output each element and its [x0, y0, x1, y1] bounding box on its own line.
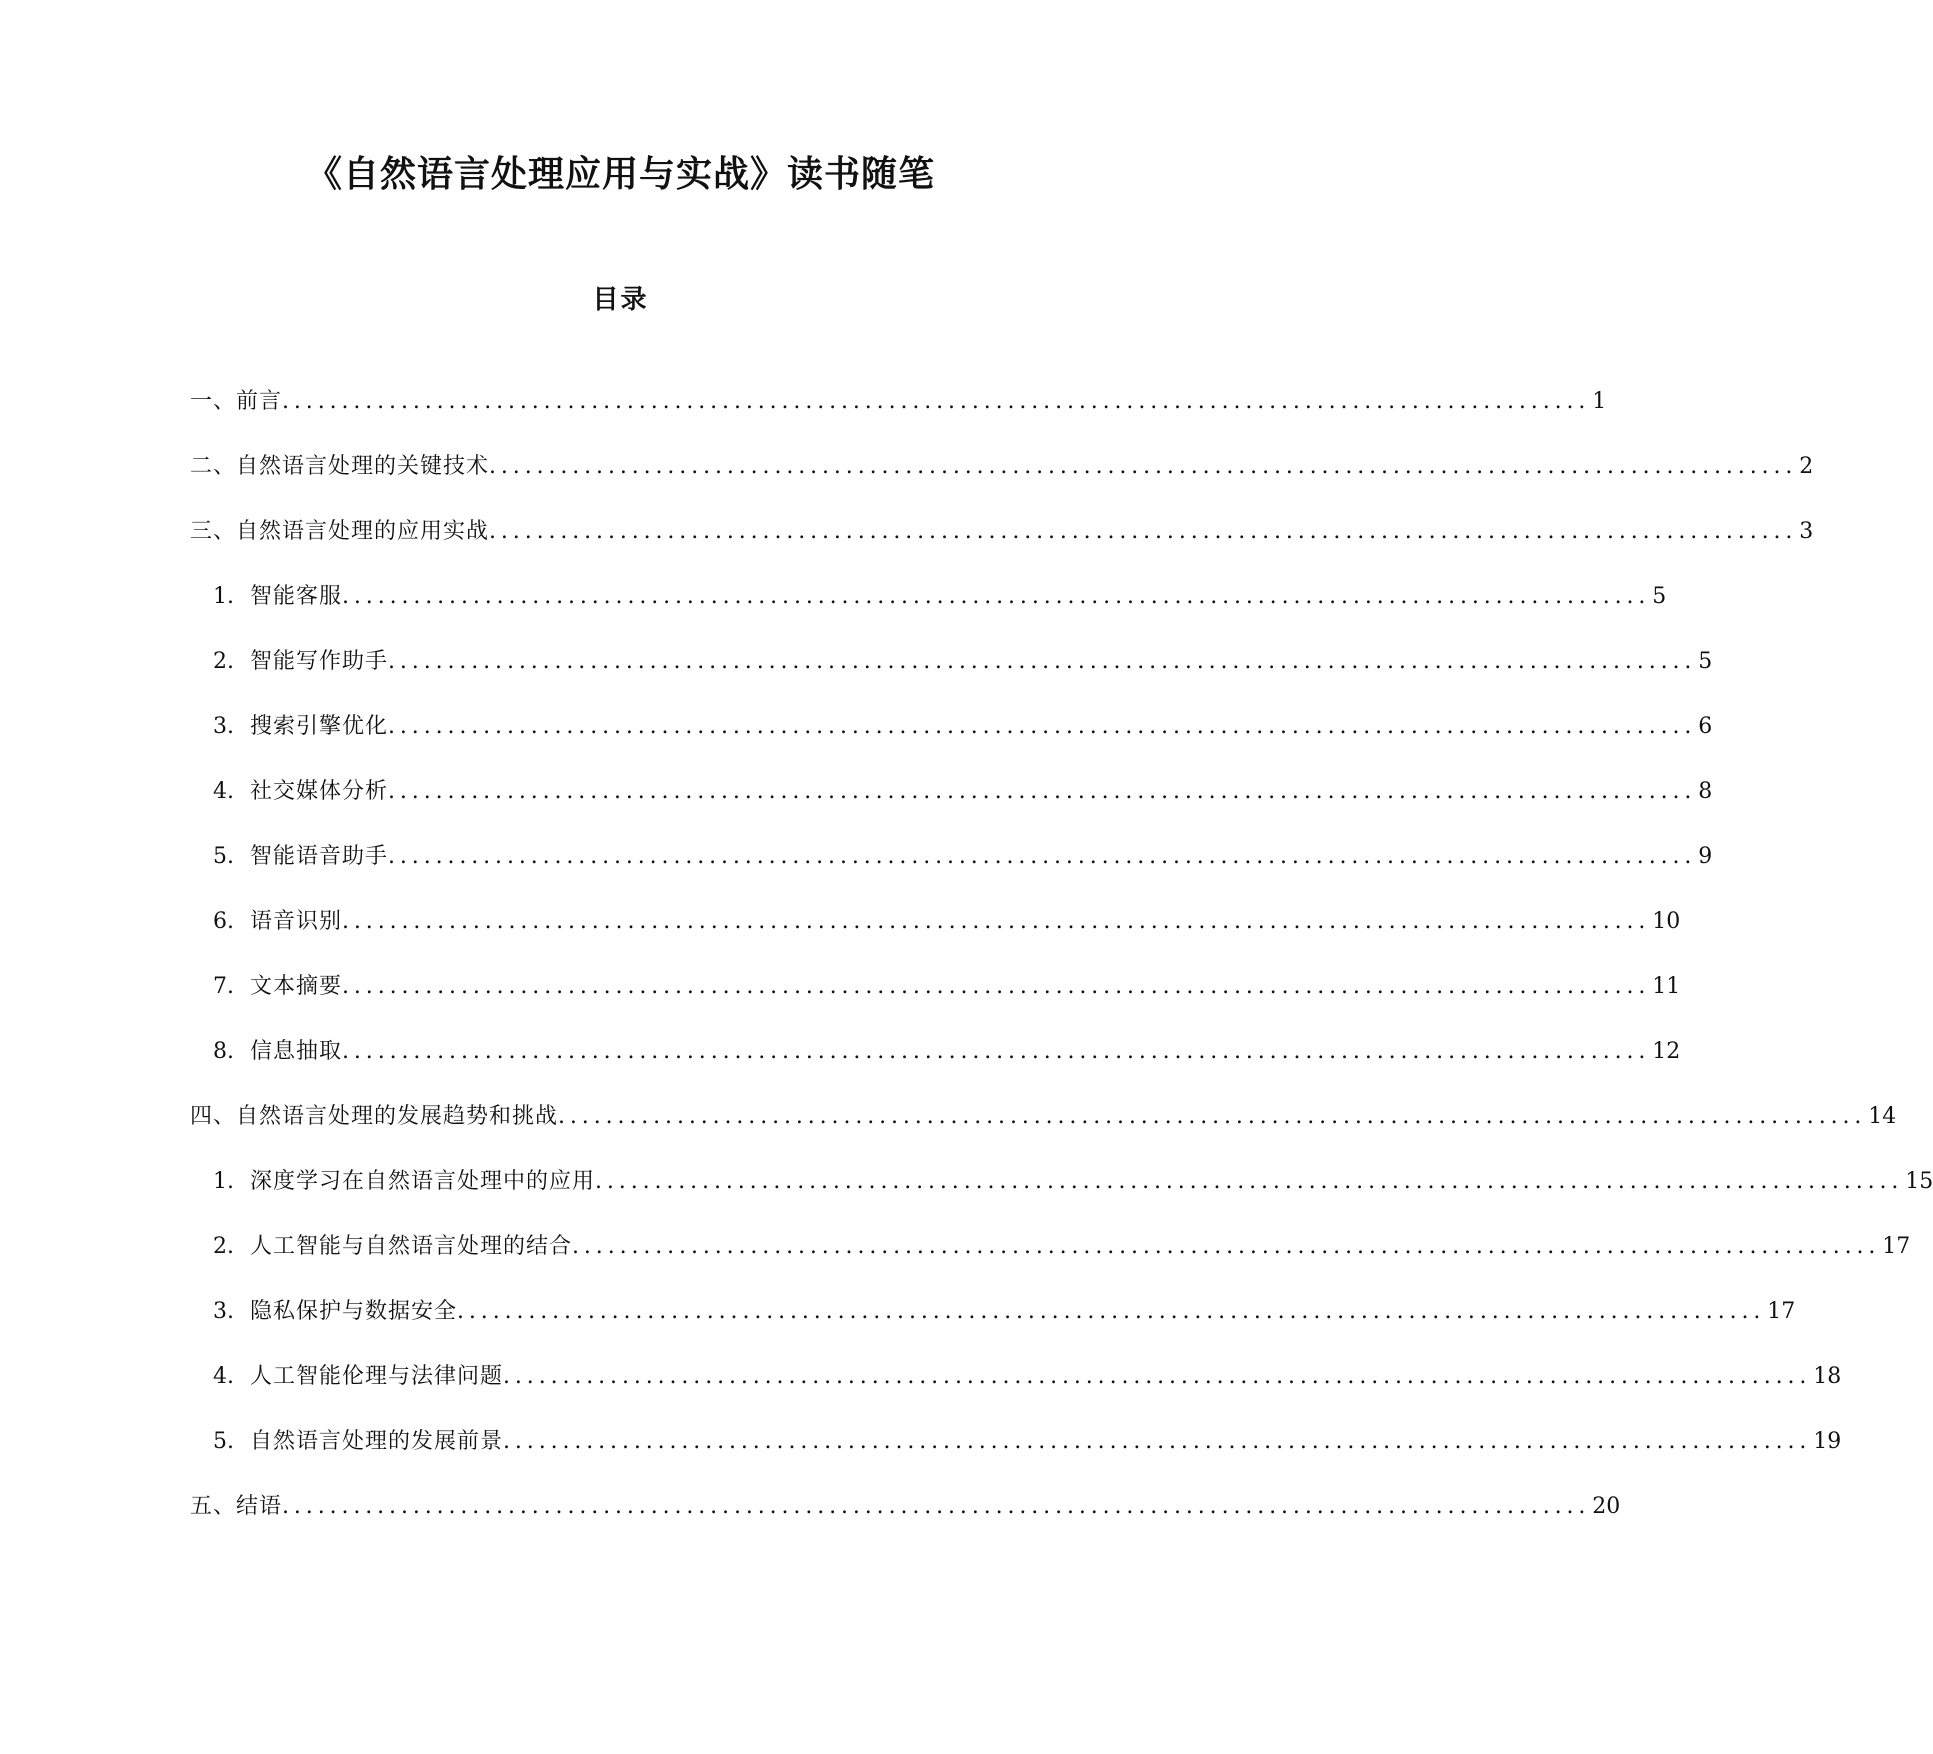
toc-leader-dots: ..............................................................................................................	[342, 974, 1651, 999]
toc-leader-dots: ..............................................................................................................	[342, 584, 1651, 609]
toc-entry-label: 一、前言	[190, 389, 283, 414]
toc-entry-number: 4.	[213, 1364, 234, 1389]
toc-entry-label: 社交媒体分析	[250, 779, 389, 804]
toc-page-number: 8	[1698, 779, 1713, 804]
toc-subentry-writing-assistant[interactable]	[213, 645, 1713, 679]
toc-entry-number: 4.	[213, 779, 234, 804]
toc-leader-dots: ..............................................................................................................	[282, 1494, 1591, 1519]
toc-page-number: 9	[1698, 844, 1713, 869]
toc-page-number: 5	[1652, 584, 1667, 609]
toc-page-number: 20	[1592, 1494, 1621, 1519]
toc-subentry-social-media[interactable]	[213, 775, 1713, 809]
toc-entry-key-technologies[interactable]	[190, 450, 1814, 484]
toc-entry-number: 1.	[213, 1169, 234, 1194]
toc-leader-dots: ..............................................................................................................	[595, 1169, 1904, 1194]
toc-entry-label: 三、自然语言处理的应用实战	[190, 519, 490, 544]
toc-entry-conclusion[interactable]	[190, 1490, 1621, 1524]
toc-subentry-text-summarization[interactable]	[213, 970, 1681, 1004]
toc-subentry-voice-assistant[interactable]	[213, 840, 1713, 874]
toc-leader-dots: ..............................................................................................................	[489, 519, 1798, 544]
toc-page-number: 19	[1813, 1429, 1842, 1454]
toc-page-number: 12	[1652, 1039, 1681, 1064]
toc-page-number: 17	[1882, 1234, 1911, 1259]
toc-leader-dots: ..............................................................................................................	[388, 844, 1697, 869]
toc-page-number: 10	[1652, 909, 1681, 934]
toc-page-number: 17	[1767, 1299, 1796, 1324]
toc-subentry-speech-recognition[interactable]	[213, 905, 1681, 939]
toc-leader-dots: ..............................................................................................................	[503, 1364, 1812, 1389]
toc-entry-label: 隐私保护与数据安全	[250, 1299, 458, 1324]
toc-entry-number: 3.	[213, 1299, 234, 1324]
toc-entry-number: 5.	[213, 844, 234, 869]
toc-entry-label: 二、自然语言处理的关键技术	[190, 454, 490, 479]
toc-subentry-future-prospects[interactable]	[213, 1425, 1842, 1459]
toc-leader-dots: ..............................................................................................................	[342, 1039, 1651, 1064]
toc-page-number: 1	[1592, 389, 1607, 414]
toc-entry-label: 深度学习在自然语言处理中的应用	[250, 1169, 596, 1194]
toc-entry-number: 6.	[213, 909, 234, 934]
toc-subentry-smart-customer-service[interactable]	[213, 580, 1667, 614]
toc-entry-number: 5.	[213, 1429, 234, 1454]
toc-leader-dots: ..............................................................................................................	[388, 649, 1697, 674]
toc-subentry-seo[interactable]	[213, 710, 1713, 744]
toc-leader-dots: ..............................................................................................................	[282, 389, 1591, 414]
toc-entry-label: 人工智能与自然语言处理的结合	[250, 1234, 573, 1259]
toc-heading: 目录	[592, 285, 649, 315]
toc-subentry-ethics-law[interactable]	[213, 1360, 1842, 1394]
toc-entry-number: 7.	[213, 974, 234, 999]
toc-leader-dots: ..............................................................................................................	[558, 1104, 1867, 1129]
toc-page-number: 2	[1799, 454, 1814, 479]
toc-page-number: 14	[1868, 1104, 1897, 1129]
toc-entry-label: 智能语音助手	[250, 844, 389, 869]
toc-leader-dots: ..............................................................................................................	[342, 909, 1651, 934]
toc-leader-dots: ..............................................................................................................	[388, 714, 1697, 739]
toc-entry-number: 8.	[213, 1039, 234, 1064]
toc-entry-label: 五、结语	[190, 1494, 283, 1519]
toc-subentry-deep-learning[interactable]	[213, 1165, 1933, 1199]
toc-subentry-information-extraction[interactable]	[213, 1035, 1681, 1069]
toc-entry-label: 搜索引擎优化	[250, 714, 389, 739]
toc-leader-dots: ..............................................................................................................	[457, 1299, 1766, 1324]
toc-entry-trends-challenges[interactable]	[190, 1100, 1897, 1134]
toc-page-number: 18	[1813, 1364, 1842, 1389]
toc-leader-dots: ..............................................................................................................	[489, 454, 1798, 479]
toc-page-number: 11	[1652, 974, 1681, 999]
toc-page-number: 15	[1905, 1169, 1933, 1194]
toc-page-number: 3	[1799, 519, 1814, 544]
toc-subentry-ai-nlp-combination[interactable]	[213, 1230, 1911, 1264]
toc-entry-number: 2.	[213, 649, 234, 674]
toc-entry-label: 自然语言处理的发展前景	[250, 1429, 504, 1454]
toc-entry-number: 1.	[213, 584, 234, 609]
toc-entry-preface[interactable]	[190, 385, 1607, 419]
toc-entry-label: 信息抽取	[250, 1039, 343, 1064]
toc-entry-label: 四、自然语言处理的发展趋势和挑战	[190, 1104, 559, 1129]
toc-leader-dots: ..............................................................................................................	[572, 1234, 1881, 1259]
toc-entry-label: 智能写作助手	[250, 649, 389, 674]
toc-page-number: 6	[1698, 714, 1713, 739]
toc-entry-applications[interactable]	[190, 515, 1814, 549]
toc-entry-number: 2.	[213, 1234, 234, 1259]
toc-entry-label: 文本摘要	[250, 974, 343, 999]
toc-subentry-privacy-security[interactable]	[213, 1295, 1796, 1329]
toc-entry-number: 3.	[213, 714, 234, 739]
toc-leader-dots: ..............................................................................................................	[388, 779, 1697, 804]
toc-entry-label: 智能客服	[250, 584, 343, 609]
toc-page-number: 5	[1698, 649, 1713, 674]
toc-leader-dots: ..............................................................................................................	[503, 1429, 1812, 1454]
document-title: 《自然语言处理应用与实战》读书随笔	[305, 154, 935, 195]
toc-entry-label: 人工智能伦理与法律问题	[250, 1364, 504, 1389]
toc-entry-label: 语音识别	[250, 909, 343, 934]
